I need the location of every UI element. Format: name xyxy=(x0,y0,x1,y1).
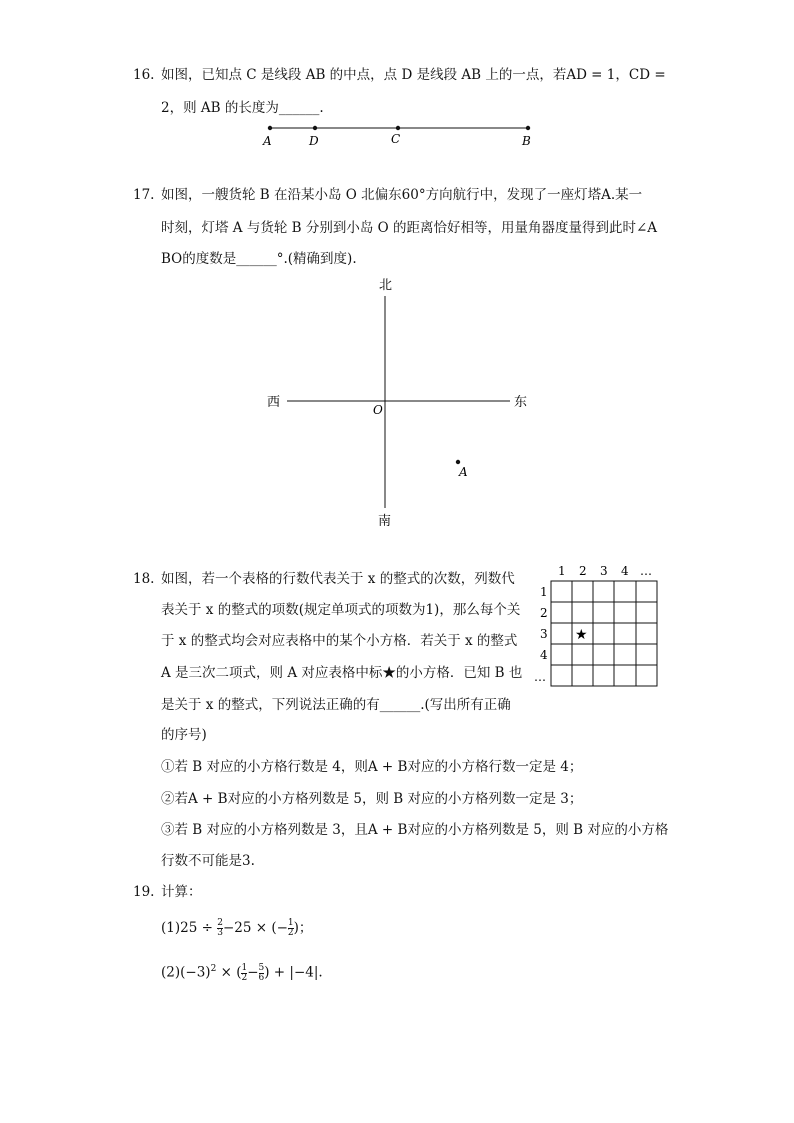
expr2-frac1-den: 2 xyxy=(241,972,248,983)
q16-number: 16. xyxy=(133,67,155,83)
expr1-prefix: (1)25 ÷ xyxy=(161,920,218,936)
east-label: 东 xyxy=(514,395,528,410)
label-c: C xyxy=(391,132,401,146)
star-icon: ★ xyxy=(575,627,588,643)
q18-line-5: 是关于 x 的整式，下列说法正确的有______.(写出所有正确 xyxy=(161,697,511,713)
expr1-frac2-den: 2 xyxy=(287,928,294,938)
label-a: A xyxy=(263,134,272,148)
point-a-label: A xyxy=(459,465,468,479)
q16-line1: 如图，已知点 C 是线段 AB 的中点，点 D 是线段 AB 上的一点，若AD = 1，CD = xyxy=(161,67,666,83)
q18-line-6: 的序号) xyxy=(161,727,207,743)
expr2-suffix: ) + |−4|. xyxy=(264,964,323,981)
row-label-1: 1 xyxy=(540,585,548,599)
expr1-frac1-den: 3 xyxy=(217,928,223,938)
q18-option-1: ①若 B 对应的小方格行数是 4，则A + B对应的小方格行数一定是 4； xyxy=(161,759,583,775)
q18-line-2: 表关于 x 的整式的项数(规定单项式的项数为1)，那么每个关 xyxy=(161,602,521,618)
expr2-exponent: 2 xyxy=(210,964,217,974)
q19-title: 计算： xyxy=(161,884,202,900)
label-b: B xyxy=(522,134,531,148)
expr2-frac1-num: 1 xyxy=(241,962,248,973)
q17-line2: 时刻，灯塔 A 与货轮 B 分别到小岛 O 的距离恰好相等，用量角器度量得到此时∠A xyxy=(161,220,658,236)
q19-expression-2 xyxy=(161,958,323,984)
grid-lines xyxy=(551,581,657,686)
q18-option-2: ②若A + B对应的小方格列数是 5，则 B 对应的小方格列数一定是 3； xyxy=(161,791,583,807)
expr1-frac1-num: 2 xyxy=(217,918,223,928)
expr1-mid: −25 × (− xyxy=(222,920,288,936)
expr1-suffix: )； xyxy=(293,920,313,936)
q16-line2: 2，则 AB 的长度为______. xyxy=(161,100,324,116)
col-label-more: … xyxy=(640,564,652,578)
q17-number: 17. xyxy=(133,187,155,203)
label-d: D xyxy=(309,134,319,148)
expr2-mid: × ( xyxy=(216,964,242,981)
row-label-2: 2 xyxy=(540,606,548,620)
north-label: 北 xyxy=(379,278,393,293)
col-label-4: 4 xyxy=(621,564,629,578)
q17-line1: 如图，一艘货轮 B 在沿某小岛 O 北偏东60°方向航行中，发现了一座灯塔A.某一 xyxy=(161,187,643,203)
q19-expression-1 xyxy=(161,917,312,939)
col-label-3: 3 xyxy=(600,564,608,578)
q18-number: 18. xyxy=(133,571,155,587)
origin-label: O xyxy=(373,403,383,417)
q17-line3: BO的度数是______°.(精确到度). xyxy=(161,251,357,267)
expr2-minus: − xyxy=(247,964,259,981)
expr1-frac2-num: 1 xyxy=(287,918,294,928)
q18-line-1: 如图，若一个表格的行数代表关于 x 的整式的次数，列数代 xyxy=(161,571,515,587)
col-label-1: 1 xyxy=(558,564,566,578)
q18-option-3-cont: 行数不可能是3. xyxy=(161,853,255,869)
row-label-3: 3 xyxy=(540,627,548,641)
row-label-more: … xyxy=(534,670,546,684)
q19-number: 19. xyxy=(133,884,155,900)
expr2-frac2-num: 5 xyxy=(258,962,265,973)
q18-line-4: A 是三次二项式，则 A 对应表格中标★的小方格．已知 B 也 xyxy=(161,665,523,681)
q18-option-3: ③若 B 对应的小方格列数是 3，且A + B对应的小方格列数是 5，则 B 对应的小方格 xyxy=(161,822,669,838)
expr2-prefix: (2)(−3) xyxy=(161,964,211,981)
south-label: 南 xyxy=(378,514,392,529)
col-label-2: 2 xyxy=(579,564,587,578)
row-label-4: 4 xyxy=(540,648,548,662)
west-label: 西 xyxy=(267,395,281,410)
q18-line-3: 于 x 的整式均会对应表格中的某个小方格．若关于 x 的整式 xyxy=(161,633,518,649)
expr2-frac2-den: 6 xyxy=(258,972,265,983)
